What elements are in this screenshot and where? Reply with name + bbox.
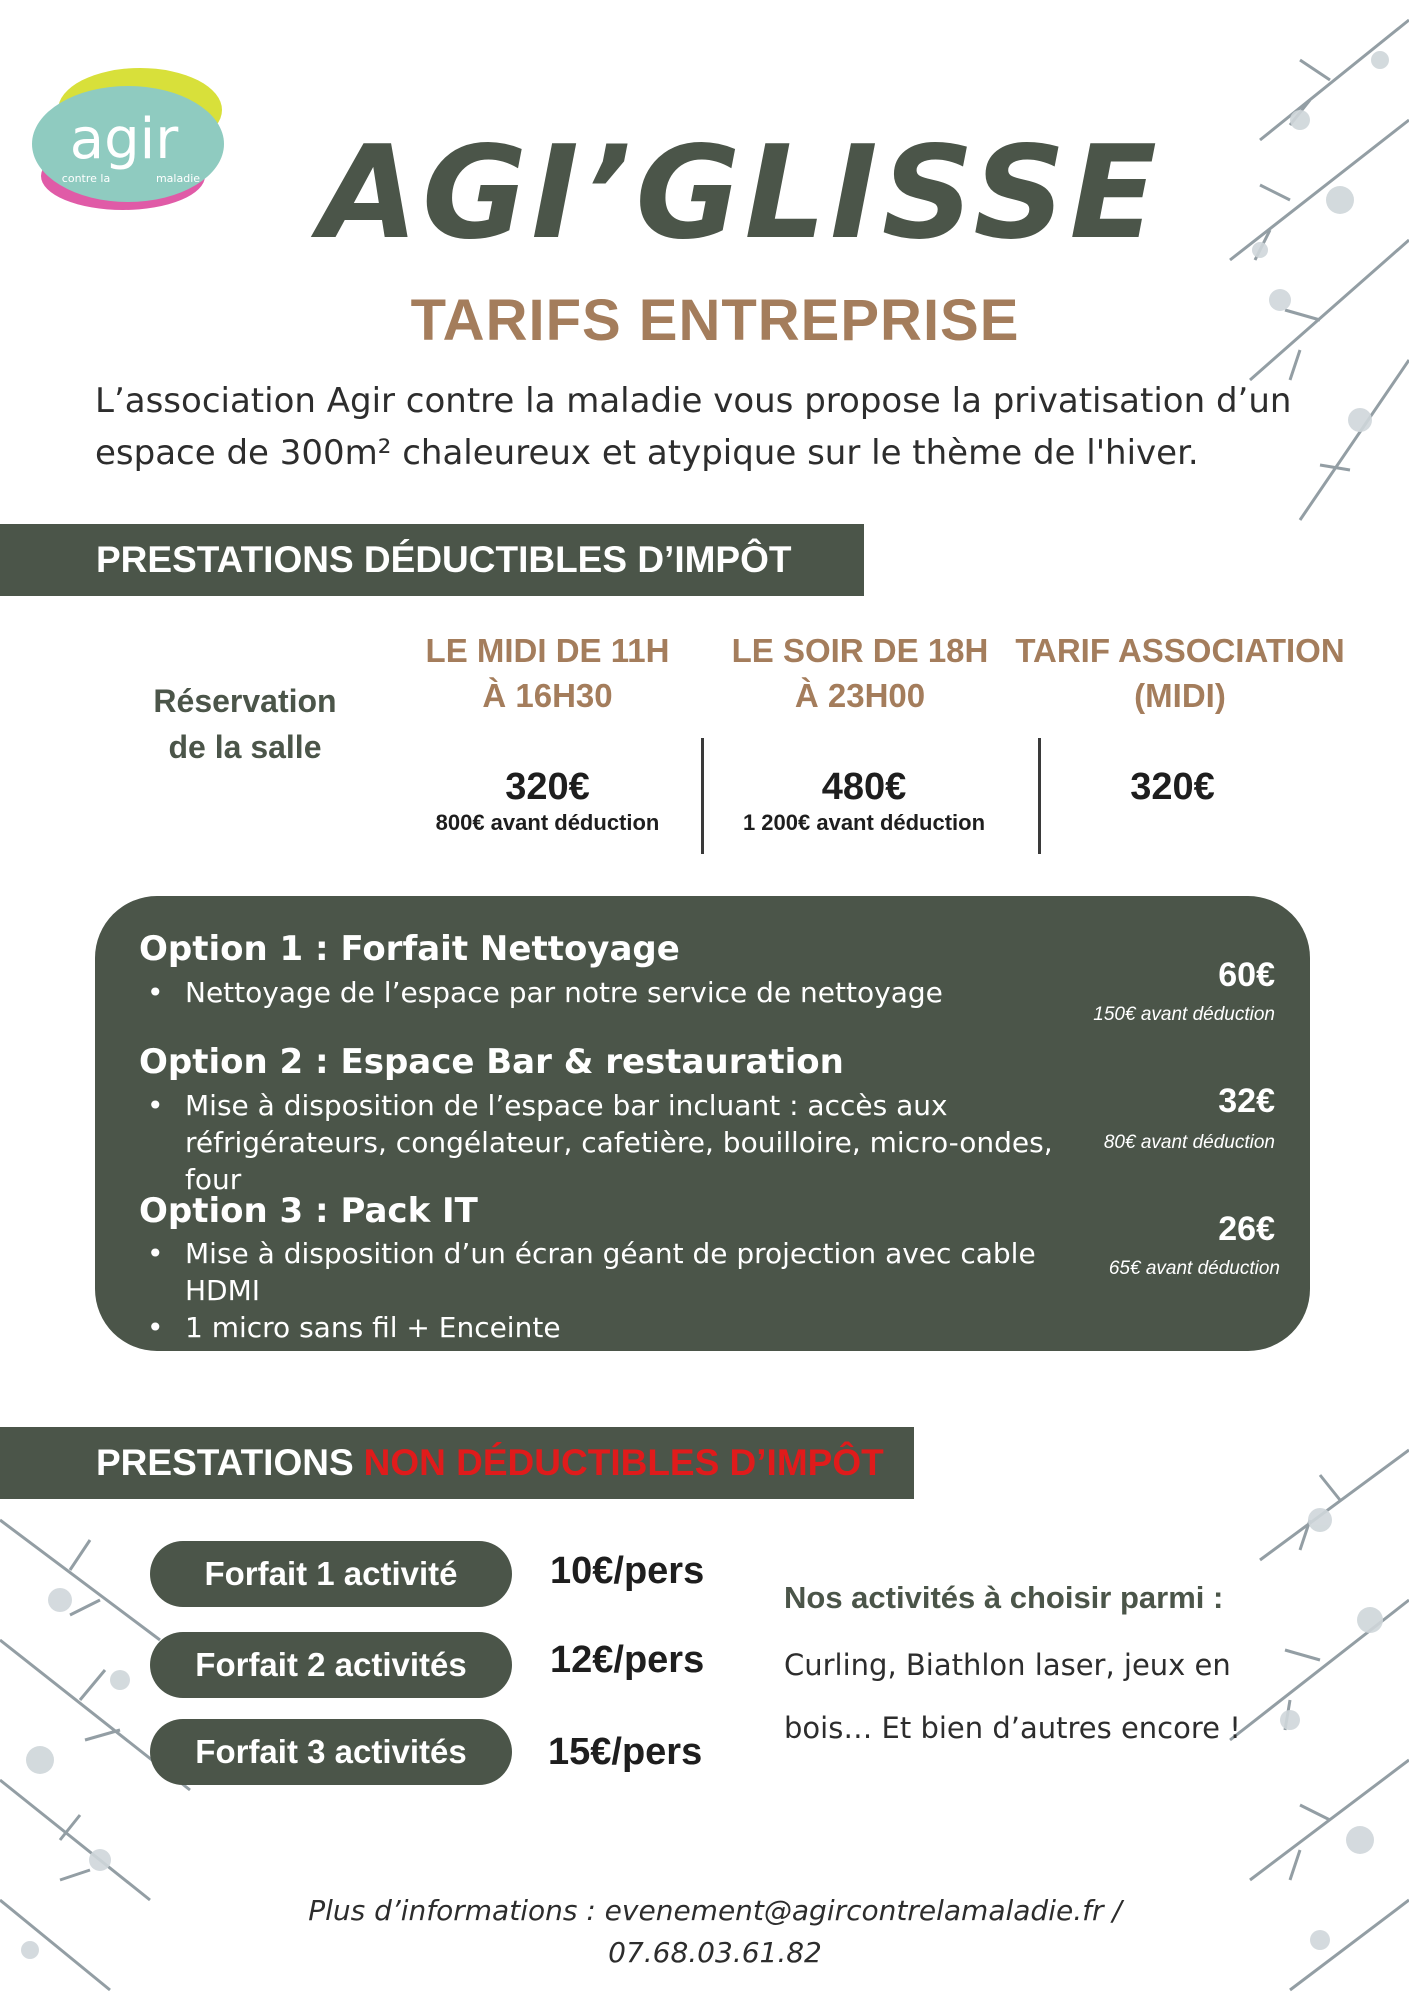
- options-panel: [95, 896, 1310, 1351]
- column-header-line: À 16H30: [482, 677, 613, 714]
- option-title: Option 2 : Espace Bar & restauration: [139, 1042, 844, 1082]
- column-header-line: (MIDI): [1134, 677, 1226, 714]
- section-banner-deductible: [0, 524, 864, 596]
- column-header-midi: [400, 628, 695, 718]
- page-subtitle: TARIFS ENTREPRISE: [410, 288, 1020, 353]
- forfait-2-price: 12€/pers: [550, 1639, 705, 1681]
- forfait-1-badge: Forfait 1 activité: [150, 1541, 512, 1607]
- section-title-highlight: NON DÉDUCTIBLES D’IMPÔT: [363, 1442, 884, 1483]
- list-item: • Nettoyage de l’espace par notre service de nettoyage: [147, 976, 943, 1009]
- list-item: • 1 micro sans fil + Enceinte: [147, 1311, 561, 1344]
- footer-line[interactable]: 07.68.03.61.82: [608, 1936, 822, 1969]
- svg-text:contre la: contre la: [61, 172, 111, 185]
- price-association: 320€: [1130, 766, 1215, 808]
- list-item: • Mise à disposition d’un écran géant de projection avec cable HDMI: [147, 1237, 1036, 1307]
- price-soir: 480€: [821, 766, 907, 808]
- section-title: PRESTATIONS DÉDUCTIBLES D’IMPÔT: [96, 539, 792, 580]
- option-price: 60€: [1218, 956, 1275, 994]
- row-label-line: Réservation: [153, 683, 337, 719]
- footer-contact: [180, 1890, 1250, 1974]
- price-note-midi: 800€ avant déduction: [435, 810, 660, 835]
- section-banner-non-deductible: [0, 1427, 914, 1499]
- option-title: Option 3 : Pack IT: [139, 1191, 478, 1231]
- list-item: • Mise à disposition de l’espace bar incluant : accès aux réfrigérateurs, congélateur, cafetière, bouilloire, micro-ondes, four: [147, 1089, 1053, 1196]
- column-header-association: [1005, 628, 1355, 718]
- option-price-note: 150€ avant déduction: [1093, 1004, 1275, 1025]
- row-label-line: de la salle: [168, 729, 322, 765]
- row-label-reservation: [120, 678, 370, 770]
- svg-text:maladie: maladie: [155, 172, 201, 185]
- option-price-note: 65€ avant déduction: [1108, 1258, 1280, 1279]
- svg-text:agir: agir: [69, 107, 179, 172]
- option-price-note: 80€ avant déduction: [1103, 1132, 1275, 1153]
- price-midi: 320€: [505, 766, 590, 808]
- column-header-line: LE SOIR DE 18H: [731, 632, 989, 669]
- option-title: Option 1 : Forfait Nettoyage: [139, 929, 680, 969]
- activities-text: Curling, Biathlon laser, jeux en bois… Et bien d’autres encore !: [784, 1648, 1241, 1745]
- column-header-line: LE MIDI DE 11H: [425, 632, 670, 669]
- column-header-line: À 23H00: [794, 677, 926, 714]
- footer-line[interactable]: Plus d’informations : evenement@agircontrelamaladie.fr /: [308, 1894, 1122, 1927]
- price-note-soir: 1 200€ avant déduction: [742, 810, 986, 835]
- option-price: 26€: [1218, 1210, 1275, 1248]
- agir-logo: [28, 58, 228, 218]
- option-bullet-list: [139, 1087, 1099, 1198]
- column-header-line: TARIF ASSOCIATION: [1015, 632, 1345, 669]
- intro-text: L’association Agir contre la maladie vous propose la privatisation d’un espace de 300m² chaleureux et atypique sur le thème de l'hiver.: [95, 381, 1292, 473]
- forfait-3-price: 15€/pers: [548, 1731, 703, 1773]
- forfait-1-price: 10€/pers: [550, 1550, 705, 1592]
- section-title: PRESTATIONS: [96, 1442, 354, 1483]
- column-header-soir: [715, 628, 1005, 718]
- option-price: 32€: [1218, 1082, 1275, 1120]
- page-title: AGI’GLISSE: [319, 119, 1161, 268]
- option-bullet-list: [139, 1235, 1099, 1346]
- option-bullet-list: [139, 974, 1039, 1011]
- activities-title: Nos activités à choisir parmi :: [784, 1580, 1224, 1615]
- forfait-2-badge: Forfait 2 activités: [150, 1632, 512, 1698]
- column-divider: [701, 738, 704, 854]
- forfait-3-badge: Forfait 3 activités: [150, 1719, 512, 1785]
